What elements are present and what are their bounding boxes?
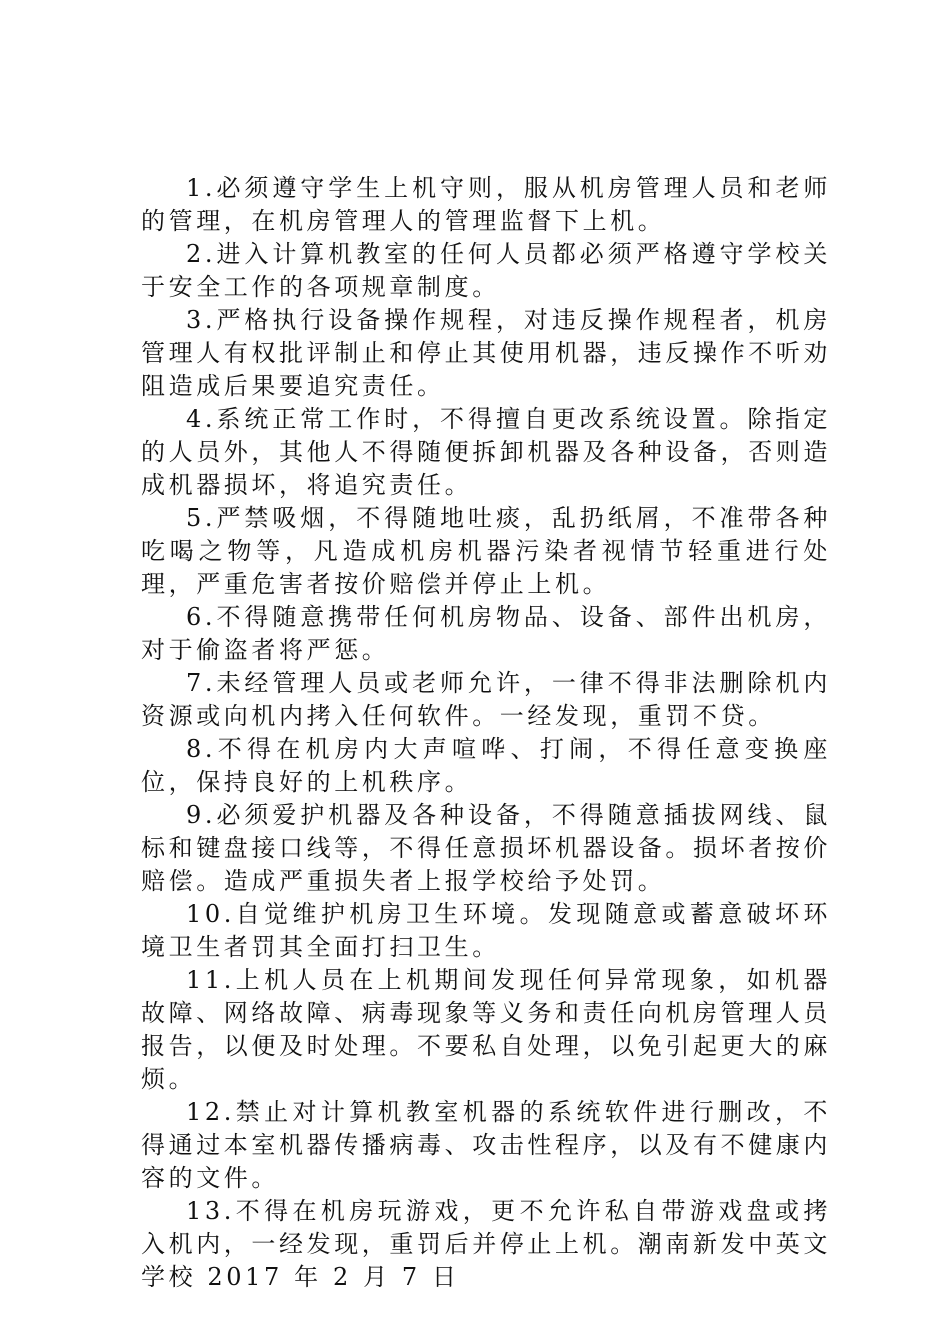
rule-paragraph-2: 2.进入计算机教室的任何人员都必须严格遵守学校关于安全工作的各项规章制度。 [141,240,831,301]
rule-paragraph-10: 10.自觉维护机房卫生环境。发现随意或蓄意破坏环境卫生者罚其全面打扫卫生。 [141,900,831,961]
rule-paragraph-12: 12.禁止对计算机教室机器的系统软件进行删改，不得通过本室机器传播病毒、攻击性程序，以及有不健康内容的文件。 [141,1098,831,1192]
rule-paragraph-11: 11.上机人员在上机期间发现任何异常现象，如机器故障、网络故障、病毒现象等义务和责任向机房管理人员报告，以便及时处理。不要私自处理，以免引起更大的麻烦。 [141,966,831,1093]
rule-paragraph-8: 8.不得在机房内大声喧哗、打闹，不得任意变换座位，保持良好的上机秩序。 [141,735,831,796]
rule-paragraph-4: 4.系统正常工作时，不得擅自更改系统设置。除指定的人员外，其他人不得随便拆卸机器及各种设备，否则造成机器损坏，将追究责任。 [141,405,831,499]
rule-paragraph-1: 1.必须遵守学生上机守则，服从机房管理人员和老师的管理，在机房管理人的管理监督下上机。 [141,174,831,235]
rule-paragraph-7: 7.未经管理人员或老师允许，一律不得非法删除机内资源或向机内拷入任何软件。一经发现，重罚不贷。 [141,669,831,730]
rule-paragraph-3: 3.严格执行设备操作规程，对违反操作规程者，机房管理人有权批评制止和停止其使用机器，违反操作不听劝阻造成后果要追究责任。 [141,306,831,400]
rule-paragraph-5: 5.严禁吸烟，不得随地吐痰，乱扔纸屑，不准带各种吃喝之物等，凡造成机房机器污染者视情节轻重进行处理，严重危害者按价赔偿并停止上机。 [141,504,831,598]
document-body [141,172,831,1294]
rule-paragraph-9: 9.必须爱护机器及各种设备，不得随意插拔网线、鼠标和键盘接口线等，不得任意损坏机器设备。损坏者按价赔偿。造成严重损失者上报学校给予处罚。 [141,801,831,895]
rule-paragraph-6: 6.不得随意携带任何机房物品、设备、部件出机房，对于偷盗者将严惩。 [141,603,831,664]
rule-paragraph-13: 13.不得在机房玩游戏，更不允许私自带游戏盘或拷入机内，一经发现，重罚后并停止上机。潮南新发中英文学校 2017 年 2 月 7 日 [141,1197,831,1291]
